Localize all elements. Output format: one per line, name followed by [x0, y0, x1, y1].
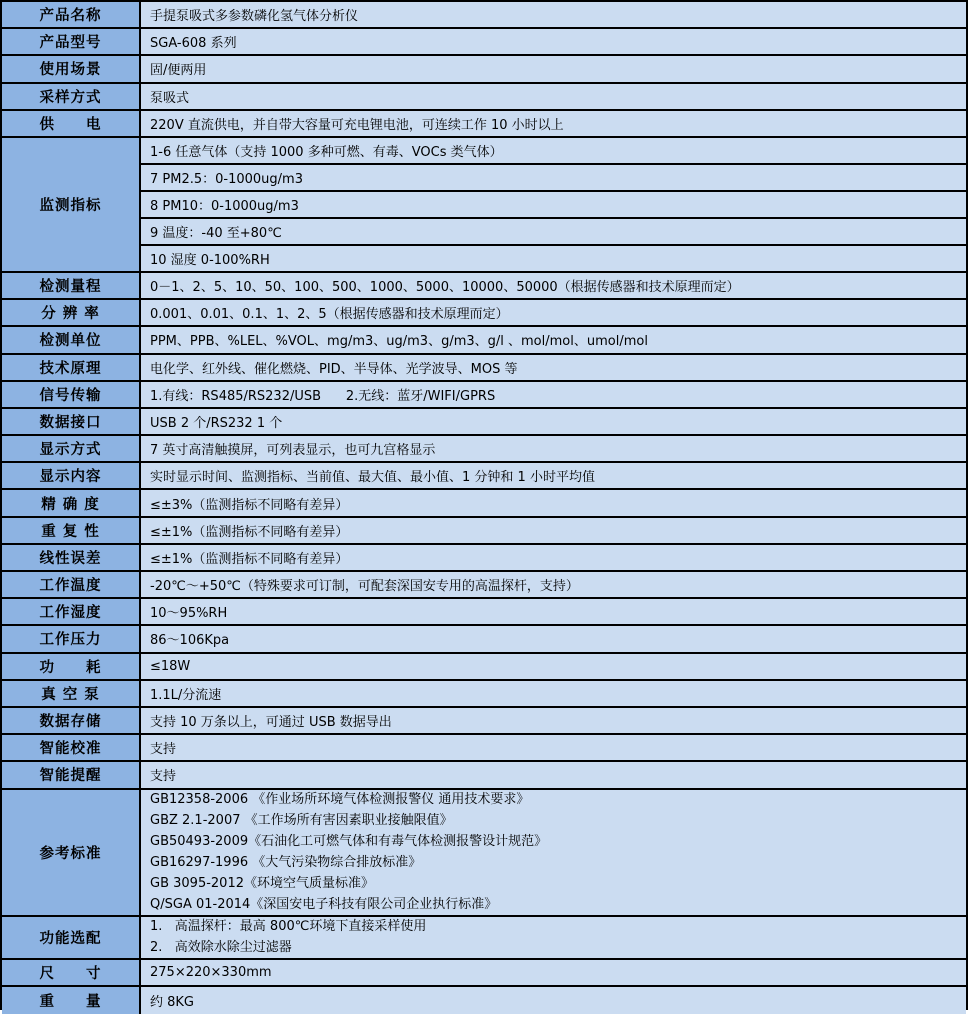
row-label: 重 复 性: [2, 518, 141, 543]
spec-row-monitoring-indicators: [2, 138, 966, 273]
row-value: 220V 直流供电，并自带大容量可充电锂电池，可连续工作 10 小时以上: [141, 111, 966, 136]
row-value: 1.1L/分流速: [141, 681, 966, 706]
row-value: USB 2 个/RS232 1 个: [141, 409, 966, 434]
row-value: 0.001、0.01、0.1、1、2、5（根据传感器和技术原理而定）: [141, 300, 966, 325]
row-label: 检测单位: [2, 327, 141, 352]
row-label: 工作压力: [2, 626, 141, 651]
row-label: 智能校准: [2, 735, 141, 760]
row-value: 支持 10 万条以上，可通过 USB 数据导出: [141, 708, 966, 733]
row-value: 支持: [141, 762, 966, 787]
row-value: 固/便两用: [141, 56, 966, 81]
standard-line: GB16297-1996 《大气污染物综合排放标准》: [150, 855, 422, 870]
row-label: 功 耗: [2, 654, 141, 679]
spec-row-signal-transmission: [2, 382, 966, 409]
row-label: 精 确 度: [2, 490, 141, 515]
row-label: 显示内容: [2, 463, 141, 488]
spec-row-working-humidity: [2, 599, 966, 626]
subrow-value: 7 PM2.5：0-1000ug/m3: [141, 165, 966, 192]
standard-line: GB12358-2006 《作业场所环境气体检测报警仪 通用技术要求》: [150, 792, 530, 807]
row-label: 真 空 泵: [2, 681, 141, 706]
subrow-value: 1-6 任意气体（支持 1000 多种可燃、有毒、VOCs 类气体）: [141, 138, 966, 165]
row-value: 手提泵吸式多参数磷化氢气体分析仪: [141, 2, 966, 27]
row-label: 技术原理: [2, 355, 141, 380]
row-label: 工作湿度: [2, 599, 141, 624]
row-value: 0－1、2、5、10、50、100、500、1000、5000、10000、50000（根据传感器和技术原理而定）: [141, 273, 966, 298]
standard-line: GBZ 2.1-2007 《工作场所有害因素职业接触限值》: [150, 813, 453, 828]
spec-row-resolution: [2, 300, 966, 327]
row-label: 产品型号: [2, 29, 141, 54]
row-value: 泵吸式: [141, 84, 966, 109]
subrow-group: [141, 138, 966, 271]
row-value-multiline: [141, 917, 966, 958]
row-value: 电化学、红外线、催化燃烧、PID、半导体、光学波导、MOS 等: [141, 355, 966, 380]
row-label: 产品名称: [2, 2, 141, 27]
spec-row-sampling-method: [2, 84, 966, 111]
row-label: 线性误差: [2, 545, 141, 570]
row-label: 信号传输: [2, 382, 141, 407]
spec-row-repeatability: [2, 518, 966, 545]
row-value: 275×220×330mm: [141, 960, 966, 985]
row-value: 实时显示时间、监测指标、当前值、最大值、最小值、1 分钟和 1 小时平均值: [141, 463, 966, 488]
row-label: 重 量: [2, 987, 141, 1014]
spec-row-display-mode: [2, 436, 966, 463]
standard-line: Q/SGA 01-2014《深国安电子科技有限公司企业执行标准》: [150, 897, 498, 912]
row-value: 支持: [141, 735, 966, 760]
option-line: 1. 高温探杆：最高 800℃环境下直接采样使用: [150, 919, 427, 934]
subrow-value: 9 温度：-40 至+80℃: [141, 219, 966, 246]
spec-row-model: [2, 29, 966, 56]
spec-row-power-supply: [2, 111, 966, 138]
row-label: 分 辨 率: [2, 300, 141, 325]
spec-row-working-pressure: [2, 626, 966, 653]
spec-row-optional-features: [2, 917, 966, 960]
spec-row-detection-range: [2, 273, 966, 300]
row-label: 尺 寸: [2, 960, 141, 985]
spec-row-product-name: [2, 2, 966, 29]
spec-row-accuracy: [2, 490, 966, 517]
spec-row-reference-standards: [2, 790, 966, 917]
row-value: 10～95%RH: [141, 599, 966, 624]
row-value: PPM、PPB、%LEL、%VOL、mg/m3、ug/m3、g/m3、g/l 、mol/mol、umol/mol: [141, 327, 966, 352]
row-label: 数据存储: [2, 708, 141, 733]
subrow-value: 10 湿度 0-100%RH: [141, 246, 966, 271]
row-value: 约 8KG: [141, 987, 966, 1014]
row-label: 显示方式: [2, 436, 141, 461]
spec-row-detection-unit: [2, 327, 966, 354]
spec-row-vacuum-pump: [2, 681, 966, 708]
spec-row-usage-scene: [2, 56, 966, 83]
spec-row-technical-principle: [2, 355, 966, 382]
row-value: 86～106Kpa: [141, 626, 966, 651]
row-value: ≤±1%（监测指标不同略有差异）: [141, 545, 966, 570]
row-value: -20℃～+50℃（特殊要求可订制，可配套深国安专用的高温探杆，支持）: [141, 572, 966, 597]
row-label: 供 电: [2, 111, 141, 136]
row-label: 数据接口: [2, 409, 141, 434]
spec-row-data-storage: [2, 708, 966, 735]
row-value: ≤±1%（监测指标不同略有差异）: [141, 518, 966, 543]
standard-line: GB 3095-2012《环境空气质量标准》: [150, 876, 374, 891]
row-label: 检测量程: [2, 273, 141, 298]
standard-line: GB50493-2009《石油化工可燃气体和有毒气体检测报警设计规范》: [150, 834, 548, 849]
row-value: ≤18W: [141, 654, 966, 679]
row-label: 采样方式: [2, 84, 141, 109]
spec-row-smart-calibration: [2, 735, 966, 762]
row-value: ≤±3%（监测指标不同略有差异）: [141, 490, 966, 515]
spec-row-working-temperature: [2, 572, 966, 599]
spec-row-power-consumption: [2, 654, 966, 681]
spec-row-linearity-error: [2, 545, 966, 572]
spec-row-dimensions: [2, 960, 966, 987]
spec-row-data-interface: [2, 409, 966, 436]
row-label: 功能选配: [2, 917, 141, 958]
row-label: 工作温度: [2, 572, 141, 597]
row-value-multiline: [141, 790, 966, 915]
row-value: SGA-608 系列: [141, 29, 966, 54]
row-value: 7 英寸高清触摸屏，可列表显示，也可九宫格显示: [141, 436, 966, 461]
spec-row-smart-reminder: [2, 762, 966, 789]
row-label: 参考标准: [2, 790, 141, 915]
subrow-value: 8 PM10：0-1000ug/m3: [141, 192, 966, 219]
row-label: 智能提醒: [2, 762, 141, 787]
option-line: 2. 高效除水除尘过滤器: [150, 940, 292, 955]
row-value: 1.有线：RS485/RS232/USB 2.无线：蓝牙/WIFI/GPRS: [141, 382, 966, 407]
row-label: 监测指标: [2, 138, 141, 271]
row-label: 使用场景: [2, 56, 141, 81]
spec-row-display-content: [2, 463, 966, 490]
